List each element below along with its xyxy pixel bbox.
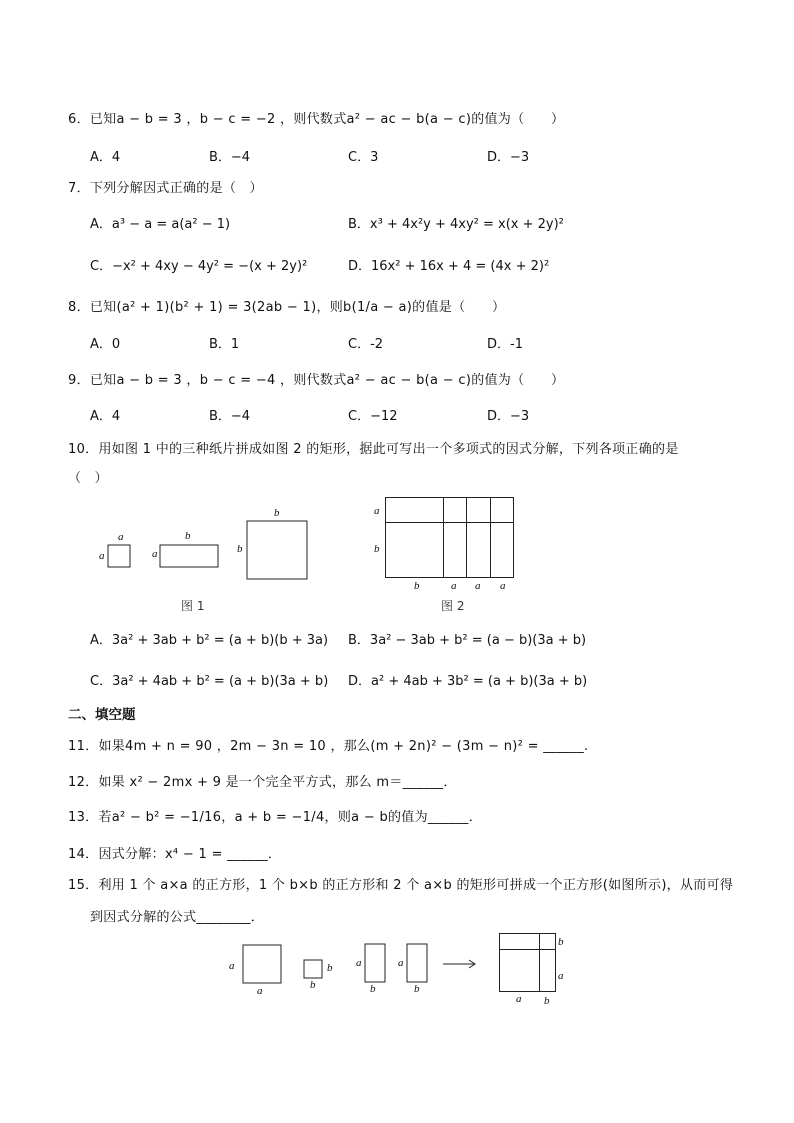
question-15-text-line1: 15．利用 1 个 a×a 的正方形，1 个 b×b 的正方形和 2 个 a×b 的矩形可拼成一个正方形(如图所示)，从而可得 xyxy=(68,878,734,893)
fig2-label-bottom-a3: a xyxy=(500,580,506,592)
fig1-caption: 图 1 xyxy=(181,599,205,613)
q7-option-a: A．a³ − a = a(a² − 1) xyxy=(90,217,231,232)
fig2-caption: 图 2 xyxy=(441,599,465,613)
q15-small-square xyxy=(304,960,322,978)
section-2-title: 二、填空题 xyxy=(68,707,136,723)
fig1-big-square xyxy=(247,521,307,579)
question-10-text-line1: 10．用如图 1 中的三种纸片拼成如图 2 的矩形，据此可写出一个多项式的因式分解，下列各项正确的是 xyxy=(68,442,679,457)
question-14-text: 14．因式分解：x⁴ − 1 = ______． xyxy=(68,847,282,862)
q9-option-c: C．−12 xyxy=(348,409,398,424)
fig1-label-small-top: a xyxy=(118,531,124,543)
fig1-label-small-left: a xyxy=(99,550,105,562)
q15-rect-1 xyxy=(365,944,385,982)
question-9-text: 9．已知a − b = 3 ，b − c = −4 ，则代数式a² − ac − b(a − c)的值为（ ） xyxy=(68,373,565,388)
fig2-outer-rect xyxy=(386,498,514,578)
q15-result-square xyxy=(500,934,556,992)
q15-big-square xyxy=(243,945,281,983)
q7-option-b: B．x³ + 4x²y + 4xy² = x(x + 2y)² xyxy=(348,217,564,232)
fig1-label-big-left: b xyxy=(237,543,243,555)
q10-option-b: B．3a² − 3ab + b² = (a − b)(3a + b) xyxy=(348,633,587,648)
question-10-text-line2: （ ） xyxy=(68,471,108,486)
q10-option-d: D．a² + 4ab + 3b² = (a + b)(3a + b) xyxy=(348,674,588,689)
q6-option-c: C．3 xyxy=(348,150,379,165)
q15-label-rect1-left: a xyxy=(356,957,362,969)
q9-option-b: B．−4 xyxy=(209,409,251,424)
question-15-text-line2: 到因式分解的公式________． xyxy=(90,910,265,925)
fig1-label-rect-left: a xyxy=(152,548,158,560)
fig1-small-square xyxy=(108,545,130,567)
q8-option-c: C．-2 xyxy=(348,337,384,352)
q15-label-big-left: a xyxy=(229,960,235,972)
q15-label-result-bottom-a: a xyxy=(516,993,522,1005)
q15-label-small-bottom: b xyxy=(310,979,316,991)
q15-label-rect2-left: a xyxy=(398,957,404,969)
q15-label-result-right-b: b xyxy=(558,936,564,948)
q15-figure xyxy=(230,930,580,1010)
fig2-label-bottom-b: b xyxy=(414,580,420,592)
q10-option-c: C．3a² + 4ab + b² = (a + b)(3a + b) xyxy=(90,674,329,689)
q7-option-c: C．−x² + 4xy − 4y² = −(x + 2y)² xyxy=(90,259,308,274)
q15-rect-2 xyxy=(407,944,427,982)
q6-option-b: B．−4 xyxy=(209,150,251,165)
q9-option-d: D．−3 xyxy=(487,409,530,424)
q10-figure-1 xyxy=(90,500,330,620)
fig2-label-left-a: a xyxy=(374,505,380,517)
fig2-label-bottom-a2: a xyxy=(475,580,481,592)
q15-label-small-right: b xyxy=(327,962,333,974)
q8-option-d: D．-1 xyxy=(487,337,523,352)
q15-label-result-bottom-b: b xyxy=(544,995,550,1007)
q7-option-d: D．16x² + 16x + 4 = (4x + 2)² xyxy=(348,259,550,274)
question-8-text: 8．已知(a² + 1)(b² + 1) = 3(2ab − 1)，则b(1/a − a)的值是（ ） xyxy=(68,300,506,315)
question-13-text: 13．若a² − b² = −1/16，a + b = −1/4，则a − b的值为______． xyxy=(68,810,483,825)
q6-option-d: D．−3 xyxy=(487,150,530,165)
q6-option-a: A．4 xyxy=(90,150,121,165)
question-7-text: 7．下列分解因式正确的是（ ） xyxy=(68,181,263,196)
question-6-text: 6．已知a − b = 3 ，b − c = −2 ，则代数式a² − ac − b(a − c)的值为（ ） xyxy=(68,112,565,127)
q10-figure-2 xyxy=(380,490,520,590)
question-12-text: 12．如果 x² − 2mx + 9 是一个完全平方式，那么 m＝______． xyxy=(68,775,457,790)
q15-label-rect2-bottom: b xyxy=(414,983,420,995)
q9-option-a: A．4 xyxy=(90,409,121,424)
fig1-label-big-top: b xyxy=(274,507,280,519)
q15-label-result-right-a: a xyxy=(558,970,564,982)
q10-option-a: A．3a² + 3ab + b² = (a + b)(b + 3a) xyxy=(90,633,329,648)
q15-label-rect1-bottom: b xyxy=(370,983,376,995)
fig2-label-bottom-a1: a xyxy=(451,580,457,592)
fig1-label-rect-top: b xyxy=(185,530,191,542)
q8-option-a: A．0 xyxy=(90,337,121,352)
fig1-rectangle xyxy=(160,545,218,567)
q15-label-big-bottom: a xyxy=(257,985,263,997)
question-11-text: 11．如果4m + n = 90 ，2m − 3n = 10 ，那么(m + 2n)² − (3m − n)² = ______. xyxy=(68,739,589,754)
fig2-label-left-b: b xyxy=(374,543,380,555)
q8-option-b: B．1 xyxy=(209,337,240,352)
